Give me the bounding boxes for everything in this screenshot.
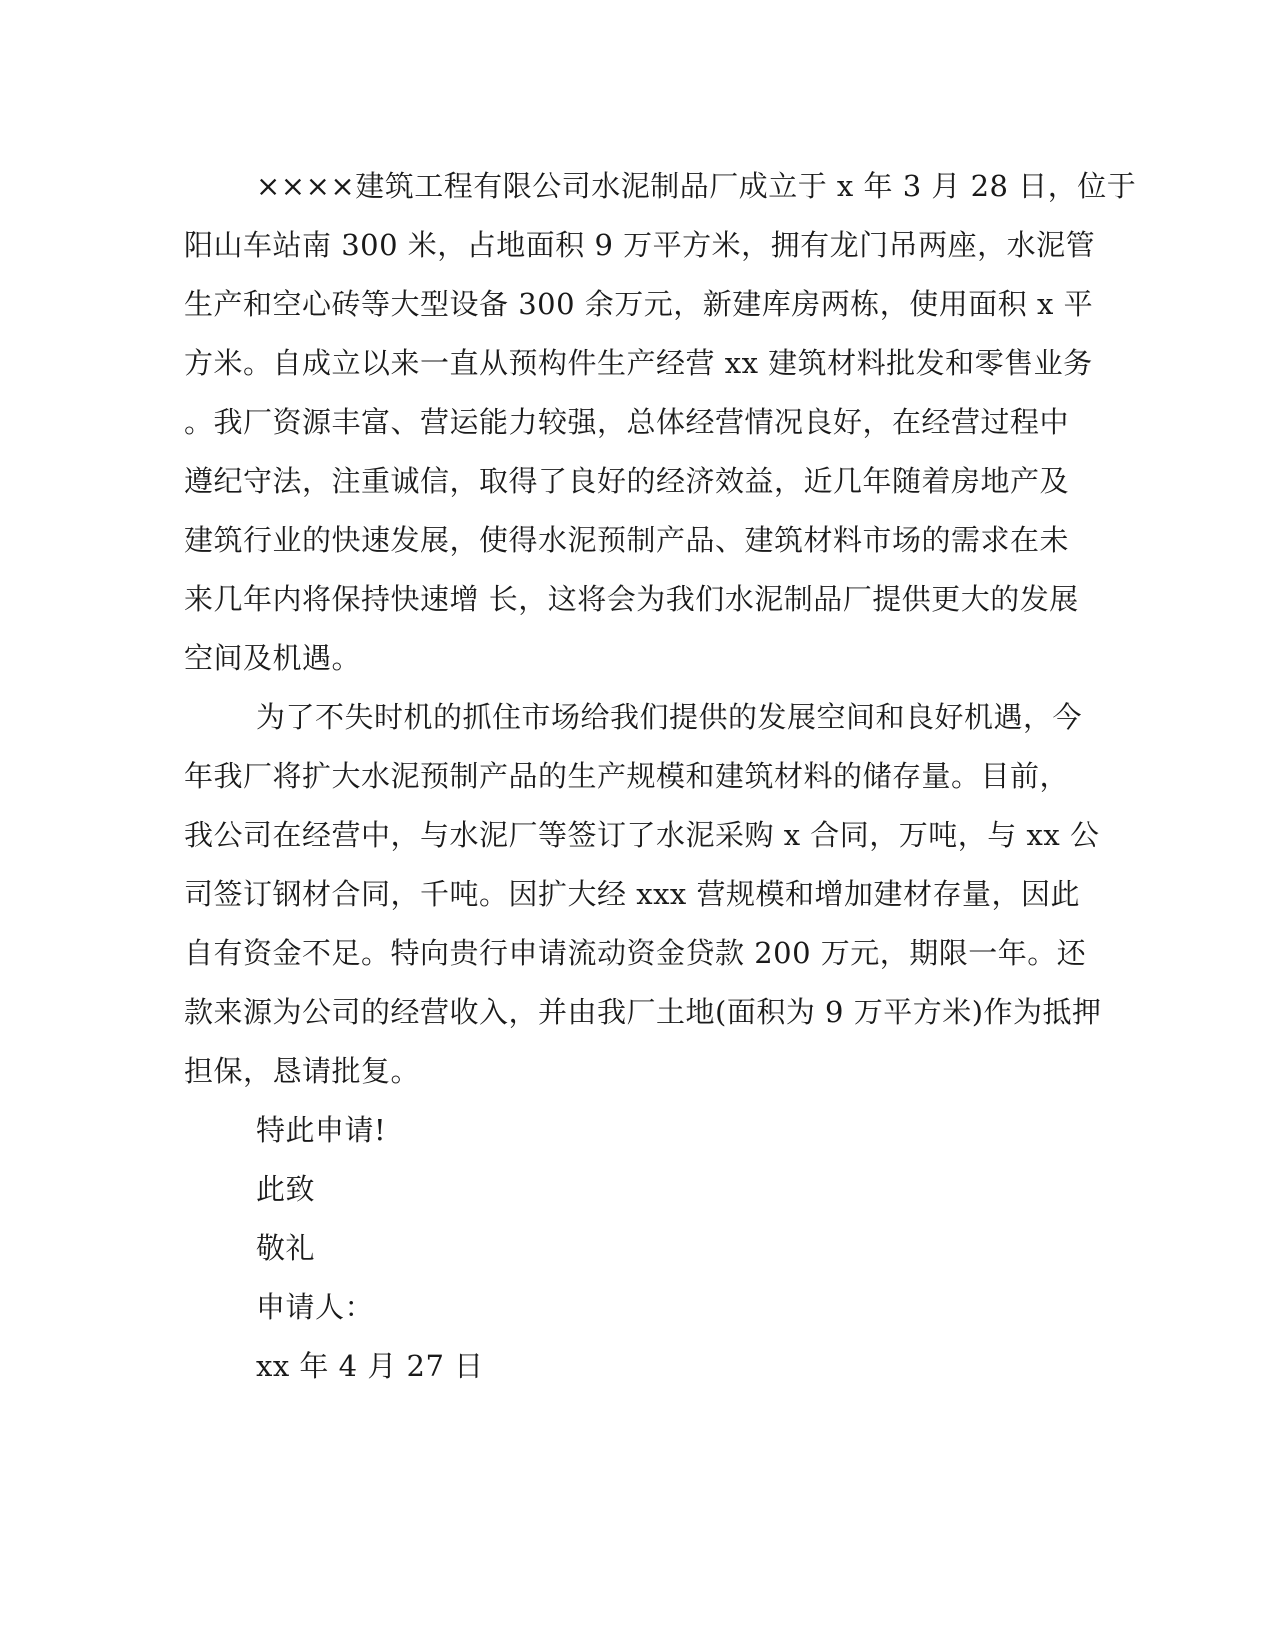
salutation-jingli: 敬礼 (256, 1231, 316, 1265)
text-line: 空间及机遇。 (184, 641, 362, 675)
text-line: 遵纪守法，注重诚信，取得了良好的经济效益，近几年随着房地产及 (184, 464, 1070, 498)
text-line: 阳山车站南 300 米，占地面积 9 万平方米，拥有龙门吊两座，水泥管 (184, 228, 1096, 262)
text-line: 。我厂资源丰富、营运能力较强，总体经营情况良好，在经营过程中 (184, 405, 1070, 439)
salutation-cizhi: 此致 (256, 1172, 316, 1206)
text-line: 款来源为公司的经营收入，并由我厂土地(面积为 9 万平方米)作为抵押 (184, 995, 1102, 1029)
document-body (184, 157, 1137, 1396)
text-line: 建筑行业的快速发展，使得水泥预制产品、建筑材料市场的需求在未 (184, 523, 1070, 557)
closing-request: 特此申请! (256, 1113, 387, 1147)
text-line: 方米。自成立以来一直从预构件生产经营 xx 建筑材料批发和零售业务 (184, 346, 1093, 380)
text-line: 年我厂将扩大水泥预制产品的生产规模和建筑材料的储存量。目前， (184, 759, 1070, 793)
paragraph-loan-request (184, 688, 1102, 1101)
document-date: xx 年 4 月 27 日 (256, 1349, 484, 1383)
text-line: 来几年内将保持快速增 长，这将会为我们水泥制品厂提供更大的发展 (184, 582, 1079, 616)
text-line: 我公司在经营中，与水泥厂等签订了水泥采购 x 合同，万吨，与 xx 公 (184, 818, 1100, 852)
applicant-label: 申请人： (256, 1290, 375, 1324)
text-line: 生产和空心砖等大型设备 300 余万元，新建库房两栋，使用面积 x 平 (184, 287, 1094, 321)
closing-block (184, 1101, 1044, 1396)
text-line: 自有资金不足。特向贵行申请流动资金贷款 200 万元，期限一年。还 (184, 936, 1087, 970)
text-line: ××××建筑工程有限公司水泥制品厂成立于 x 年 3 月 28 日，位于 (256, 169, 1137, 203)
paragraph-company-intro (184, 157, 1137, 688)
text-line: 担保，恳请批复。 (184, 1054, 421, 1088)
text-line: 为了不失时机的抓住市场给我们提供的发展空间和良好机遇，今 (256, 700, 1083, 734)
text-line: 司签订钢材合同，千吨。因扩大经 xxx 营规模和增加建材存量，因此 (184, 877, 1081, 911)
